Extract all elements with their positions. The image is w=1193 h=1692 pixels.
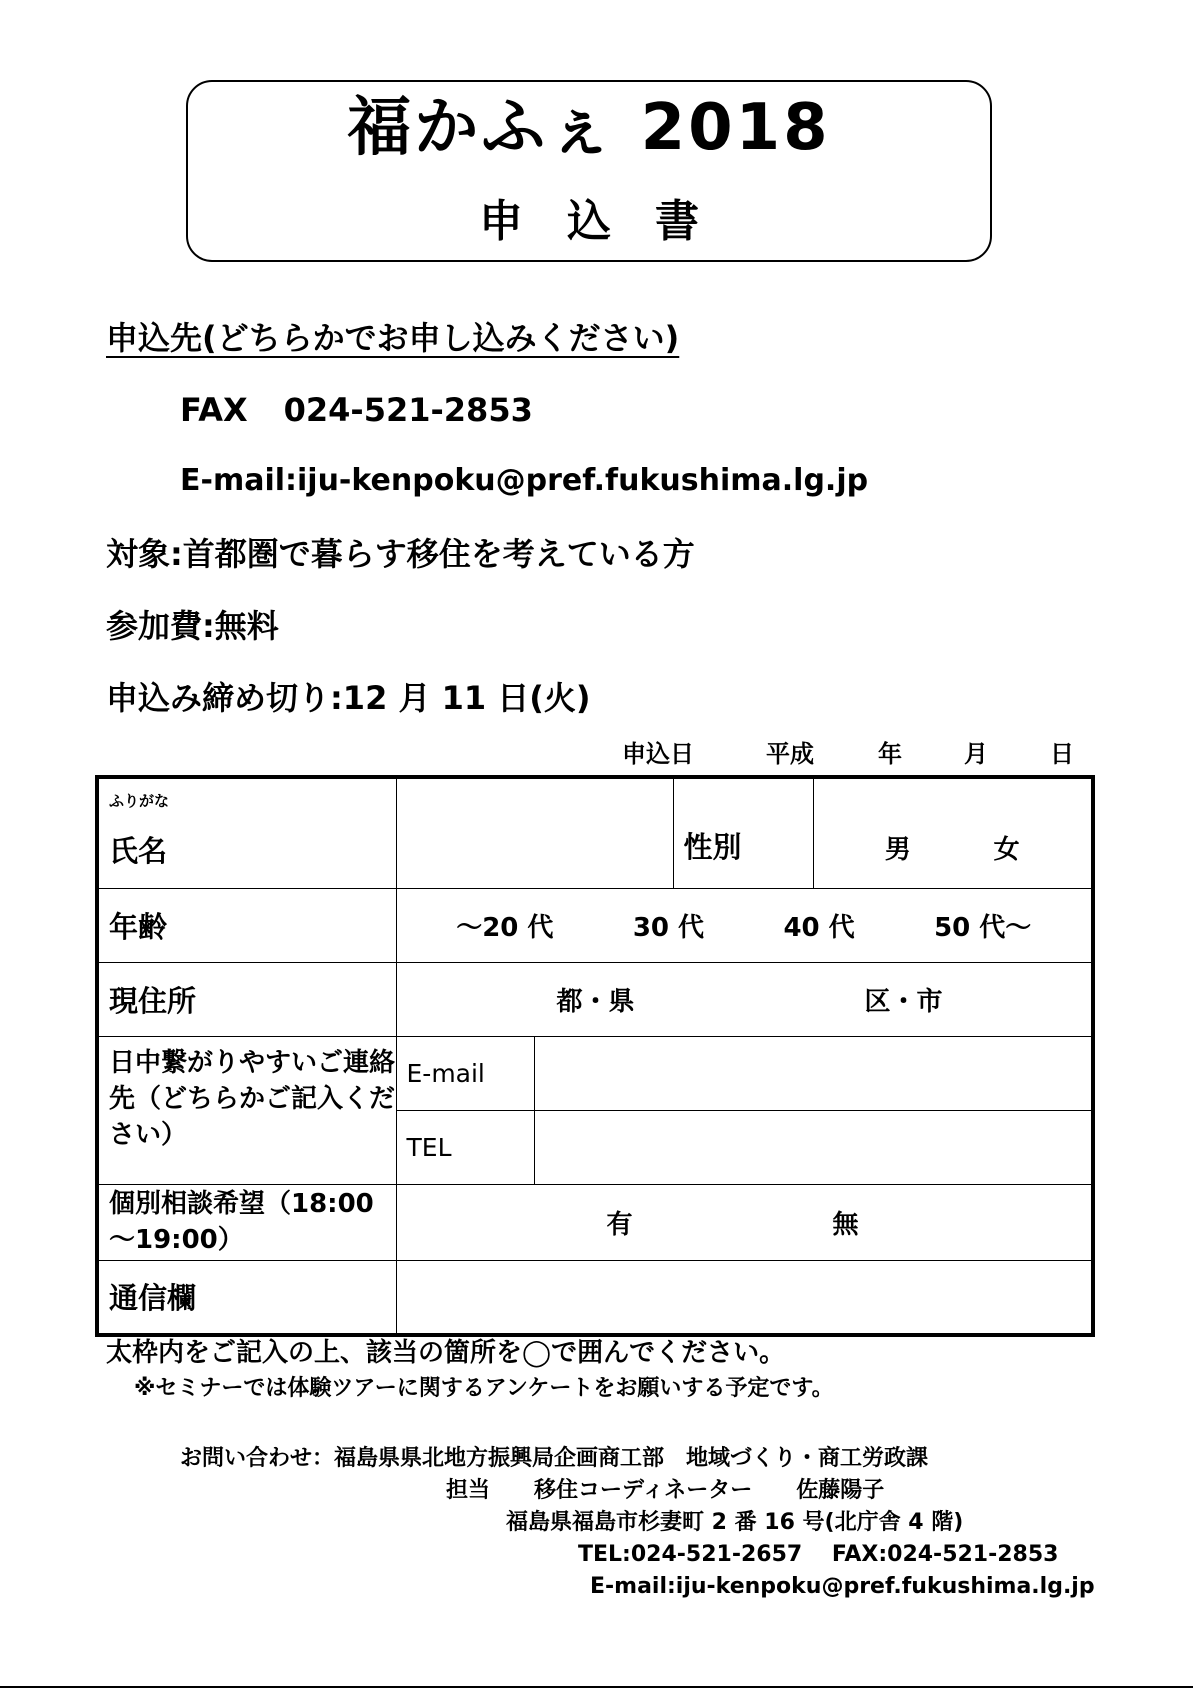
participation-fee: 参加費:無料 — [106, 607, 279, 645]
address-label: 現住所 — [97, 962, 396, 1036]
age-option[interactable]: 50 代～ — [934, 912, 1032, 943]
page-bottom-rule — [0, 1686, 1193, 1688]
date-label: 申込日 — [622, 740, 694, 768]
staff-line: 担当 移住コーディネーター 佐藤陽子 — [446, 1478, 885, 1503]
date-year: 年 — [878, 740, 902, 768]
gender-female[interactable]: 女 — [993, 834, 1020, 865]
contact-label: 日中繋がりやすいご連絡先（どちらかご記入ください） — [97, 1036, 396, 1184]
age-row — [97, 888, 1093, 962]
fax-line — [180, 391, 533, 429]
tel-field[interactable] — [534, 1110, 1093, 1184]
address-row — [97, 962, 1093, 1036]
instruction-note: 太枠内をご記入の上、該当の箇所を◯で囲んでください。 — [106, 1338, 786, 1368]
office-tel-fax: TEL:024-521-2657 FAX:024-521-2853 — [578, 1542, 1059, 1567]
consultation-label: 個別相談希望（18:00～19:00） — [97, 1184, 396, 1260]
memo-label: 通信欄 — [97, 1260, 396, 1335]
fax-number: 024-521-2853 — [283, 391, 533, 429]
consult-yes[interactable]: 有 — [606, 1209, 633, 1240]
office-email: E-mail:iju-kenpoku@pref.fukushima.lg.jp — [590, 1574, 1095, 1599]
age-option[interactable]: 40 代 — [783, 912, 855, 943]
memo-field[interactable] — [396, 1260, 1093, 1335]
date-month: 月 — [964, 740, 988, 768]
application-form — [95, 775, 1095, 1337]
date-day: 日 — [1050, 740, 1074, 768]
gender-male[interactable]: 男 — [884, 834, 911, 865]
email-label: E-mail — [396, 1036, 534, 1110]
name-row — [97, 777, 1093, 888]
gender-label: 性別 — [673, 777, 813, 888]
age-option[interactable]: ～20 代 — [456, 912, 554, 943]
deadline: 申込み締め切り:12 月 11 日(火) — [106, 679, 591, 717]
target-audience: 対象:首都圏で暮らす移住を考えている方 — [106, 535, 695, 573]
name-label: 氏名 — [109, 834, 168, 869]
memo-row — [97, 1260, 1093, 1335]
city-suffix: 区・市 — [864, 986, 943, 1017]
prefecture-suffix: 都・県 — [556, 986, 635, 1017]
form-title: 申 込 書 — [479, 196, 699, 247]
furigana-label: ふりがな — [109, 792, 170, 811]
contact-email-row — [97, 1036, 1093, 1110]
survey-note: ※セミナーでは体験ツアーに関するアンケートをお願いする予定です。 — [134, 1376, 834, 1401]
gender-options[interactable] — [813, 777, 1093, 888]
consultation-options[interactable] — [396, 1184, 1093, 1260]
consultation-row — [97, 1184, 1093, 1260]
address-field[interactable] — [396, 962, 1093, 1036]
age-label: 年齢 — [97, 888, 396, 962]
email-line: E-mail:iju-kenpoku@pref.fukushima.lg.jp — [180, 463, 869, 498]
office-address: 福島県福島市杉妻町 2 番 16 号(北庁舎 4 階) — [506, 1510, 964, 1535]
name-field[interactable] — [396, 777, 673, 888]
apply-to-heading: 申込先(どちらかでお申し込みください) — [106, 319, 680, 357]
inquiry-line: お問い合わせ：福島県県北地方振興局企画商工部 地域づくり・商工労政課 — [180, 1446, 929, 1471]
consult-no[interactable]: 無 — [832, 1209, 859, 1240]
age-options[interactable] — [396, 888, 1093, 962]
event-title: 福かふぇ 2018 — [347, 91, 831, 165]
tel-label: TEL — [396, 1110, 534, 1184]
name-label-cell — [97, 777, 396, 888]
fax-label: FAX — [180, 391, 248, 429]
date-era: 平成 — [766, 740, 814, 768]
email-field[interactable] — [534, 1036, 1093, 1110]
age-option[interactable]: 30 代 — [632, 912, 705, 943]
